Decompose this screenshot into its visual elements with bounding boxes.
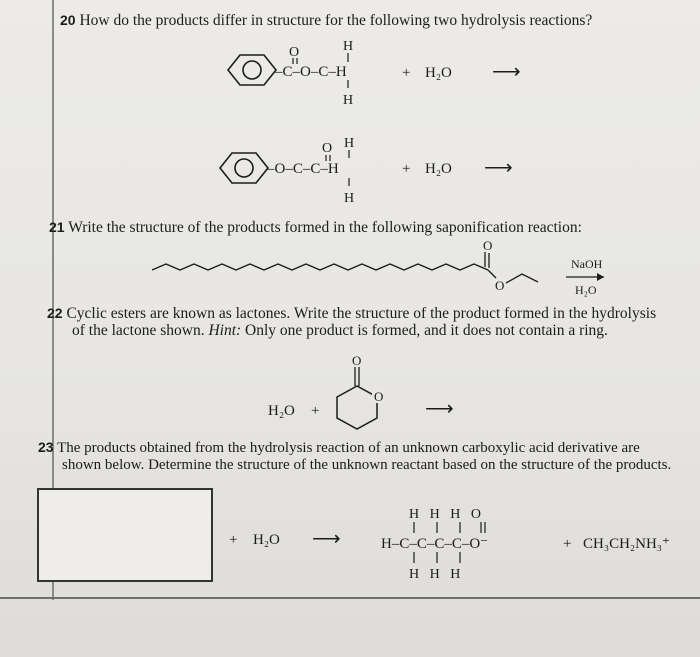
plus-sign: + (563, 536, 572, 552)
lactone-ring-icon (337, 386, 377, 429)
question-23-line2 (62, 456, 671, 474)
reagent-naoh: NaOH (571, 257, 603, 271)
question-number: 23 (38, 439, 54, 455)
top-hydrogen: H (343, 39, 354, 54)
question-22 (47, 304, 656, 323)
ethylammonium-label: CH₃CH₂NH₃⁺ (583, 536, 670, 552)
hint-text: Only one product is formed, and it does not contain a ring. (245, 322, 608, 339)
plus-sign: + (402, 65, 411, 81)
question-text: Write the structure of the products formed in the following saponification reaction: (68, 219, 582, 236)
carbonyl-oxygen: O (352, 353, 362, 368)
hint-label: Hint: (208, 322, 242, 339)
bottom-hydrogen: H (344, 191, 355, 206)
water-label: H₂O (425, 65, 452, 81)
carbonyl-oxygen: O (483, 238, 493, 253)
ester-oxygen: O (495, 278, 505, 293)
bottom-atom-row: H H H (409, 567, 461, 582)
reaction-22 (268, 353, 454, 429)
question-text: How do the products differ in structure for the following two hydrolysis reactions? (79, 12, 593, 29)
reaction-arrow: ⟶ (312, 528, 341, 550)
fatty-chain (152, 264, 488, 270)
question-21 (49, 218, 582, 237)
reagent-water: H₂O (575, 283, 597, 297)
reaction-21 (152, 238, 604, 297)
plus-sign: + (229, 532, 238, 548)
reaction-20b (220, 136, 513, 206)
reaction-arrow: ⟶ (425, 398, 454, 420)
top-atom-row: H H H O (409, 507, 481, 522)
ring-oxygen: O (374, 389, 384, 404)
water-label: H₂O (268, 403, 295, 419)
top-hydrogen: H (344, 136, 355, 151)
question-text: of the lactone shown. (72, 322, 205, 339)
carbonyl-oxygen: O (322, 141, 333, 156)
reaction-arrow: ⟶ (492, 61, 521, 83)
plus-sign: + (311, 403, 320, 419)
question-number: 22 (47, 305, 63, 321)
reaction-20a (228, 39, 521, 108)
ester-chain: –O–C–C–H (267, 161, 339, 177)
ester-chain: –C–O–C–H (275, 64, 347, 80)
question-number: 20 (60, 12, 76, 28)
carbonyl-oxygen: O (289, 45, 300, 60)
benzene-ring-icon (220, 153, 268, 183)
carboxylate-chain: H–C–C–C–C–O⁻ (381, 536, 489, 552)
question-text: Cyclic esters are known as lactones. Write the structure of the product formed in the hydrolysis (66, 305, 657, 322)
bottom-hydrogen: H (343, 93, 354, 108)
water-label: H₂O (253, 532, 280, 548)
question-22-line2 (72, 322, 608, 340)
question-number: 21 (49, 219, 65, 235)
question-text: shown below. Determine the structure of the unknown reactant based on the structure of the products. (62, 457, 672, 473)
reaction-arrow: ⟶ (484, 157, 513, 179)
benzene-ring-icon (228, 55, 276, 85)
water-label: H₂O (425, 161, 452, 177)
answer-box[interactable] (37, 488, 213, 582)
plus-sign: + (402, 161, 411, 177)
question-text: The products obtained from the hydrolysis reaction of an unknown carboxylic acid derivative are (57, 440, 640, 456)
reaction-23 (229, 507, 670, 582)
bottom-rule (0, 597, 700, 599)
question-23 (38, 438, 640, 457)
